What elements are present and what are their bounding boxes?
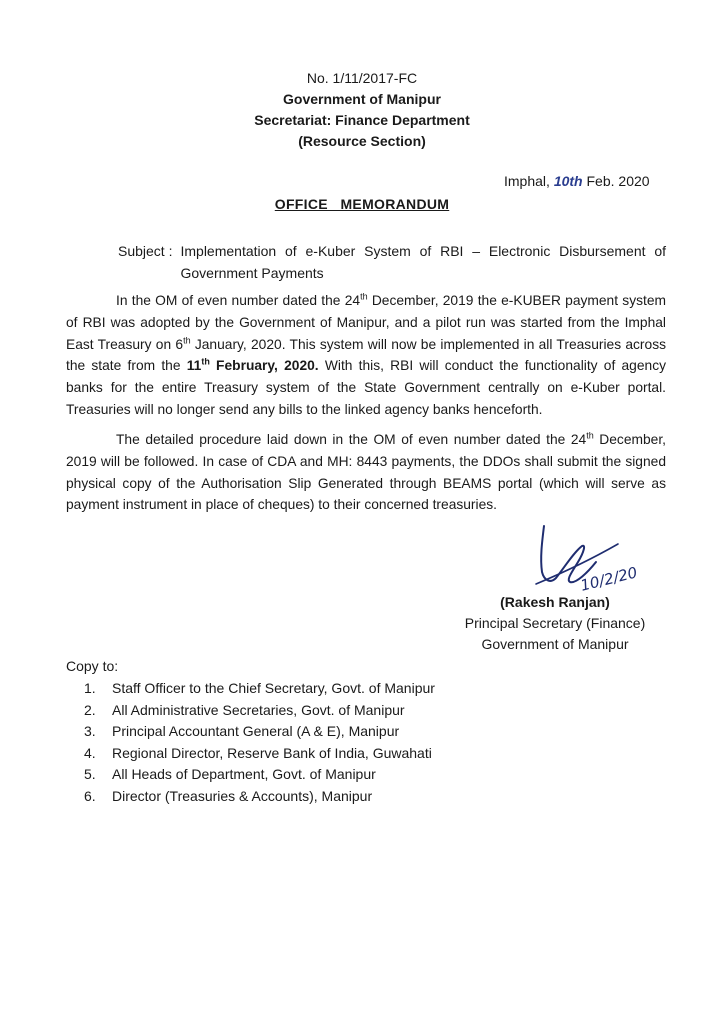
list-item bbox=[84, 743, 435, 765]
list-item bbox=[84, 764, 435, 786]
para1-text-d: With this, RBI will conduct the functionality of agency banks for the entire Treasury system of the State Government centrally on e-Kuber portal. Treasuries will no longer send any bills to the linked agency banks henceforth. bbox=[66, 358, 666, 417]
list-item-text: Principal Accountant General (A & E), Manipur bbox=[112, 723, 400, 739]
signature-scribble-icon bbox=[530, 522, 640, 594]
list-item-text: Regional Director, Reserve Bank of India, Guwahati bbox=[112, 744, 432, 761]
para1-text-b: December, 2019 the e-KUBER payment system of RBI was adopted by the Government of Manipur, and a pilot run was started from the Imphal East Treasury on 6 bbox=[66, 293, 666, 352]
paragraph-1 bbox=[66, 290, 666, 421]
para2-text-a: The detailed procedure laid down in the OM of even number dated the 24 bbox=[116, 432, 587, 447]
signatory-office: Government of Manipur bbox=[481, 636, 629, 652]
list-item bbox=[84, 721, 435, 743]
copy-to-list bbox=[84, 678, 435, 807]
para1-sup-b: th bbox=[183, 335, 191, 345]
list-item-number: 4. bbox=[84, 744, 96, 761]
document-header bbox=[0, 68, 724, 152]
list-item-text: All Heads of Department, Govt. of Manipur bbox=[112, 766, 376, 782]
date-place: Imphal, bbox=[504, 173, 550, 189]
list-item bbox=[84, 786, 435, 808]
para2-text-b: December, 2019 will be followed. In case of CDA and MH: 8443 payments, the DDOs shall submit the signed physical copy of the Authorisation Slip Generated through BEAMS portal (which will serve as payment instrument in place of cheques) to their concerned treasuries. bbox=[66, 432, 666, 513]
subject-line bbox=[118, 240, 666, 284]
list-item-text: Director (Treasuries & Accounts), Manipur bbox=[112, 787, 373, 804]
para1-text-c: January, 2020. This system will now be implemented in all Treasuries across the state from the bbox=[66, 336, 666, 374]
list-item-text: All Administrative Secretaries, Govt. of Manipur bbox=[112, 701, 405, 718]
section-name: (Resource Section) bbox=[298, 133, 426, 149]
signatory-designation: Principal Secretary (Finance) bbox=[464, 615, 646, 631]
date-day-handwritten: 10th bbox=[553, 173, 583, 189]
list-item bbox=[84, 700, 435, 722]
para1-bold-sup: th bbox=[201, 356, 210, 367]
handwritten-signature bbox=[530, 522, 640, 594]
para1-bold-day: 11 bbox=[186, 358, 202, 374]
para1-bold-month: February, 2020. bbox=[209, 358, 319, 374]
subject-text: Implementation of e-Kuber System of RBI – Electronic Disbursement of Government Payments bbox=[180, 243, 666, 281]
list-item-number: 2. bbox=[84, 701, 96, 718]
para1-text-a: In the OM of even number dated the 24 bbox=[116, 293, 361, 308]
list-item-number: 1. bbox=[84, 680, 96, 696]
copy-to-heading: Copy to: bbox=[66, 658, 119, 674]
government-name: Government of Manipur bbox=[283, 91, 441, 107]
file-number: No. 1/11/2017-FC bbox=[306, 70, 418, 86]
list-item-text: Staff Officer to the Chief Secretary, Govt. of Manipur bbox=[112, 680, 435, 696]
list-item-number: 5. bbox=[84, 766, 96, 782]
signature-date: 10/2/20 bbox=[578, 563, 640, 594]
list-item bbox=[84, 678, 435, 700]
date-month-year: Feb. 2020 bbox=[586, 173, 650, 189]
para1-sup-a: th bbox=[360, 291, 368, 302]
list-item-number: 6. bbox=[84, 787, 96, 804]
list-item-number: 3. bbox=[84, 723, 96, 739]
signatory-block bbox=[460, 592, 650, 655]
secretariat-name: Secretariat: Finance Department bbox=[254, 112, 470, 128]
paragraph-2 bbox=[66, 429, 666, 516]
para2-sup-a: th bbox=[586, 430, 594, 441]
memorandum-title: OFFICE MEMORANDUM bbox=[274, 196, 450, 212]
subject-label: Subject : bbox=[118, 243, 173, 259]
dateline bbox=[504, 173, 650, 189]
signatory-name: (Rakesh Ranjan) bbox=[500, 594, 610, 610]
para1-bold-date bbox=[187, 358, 319, 373]
